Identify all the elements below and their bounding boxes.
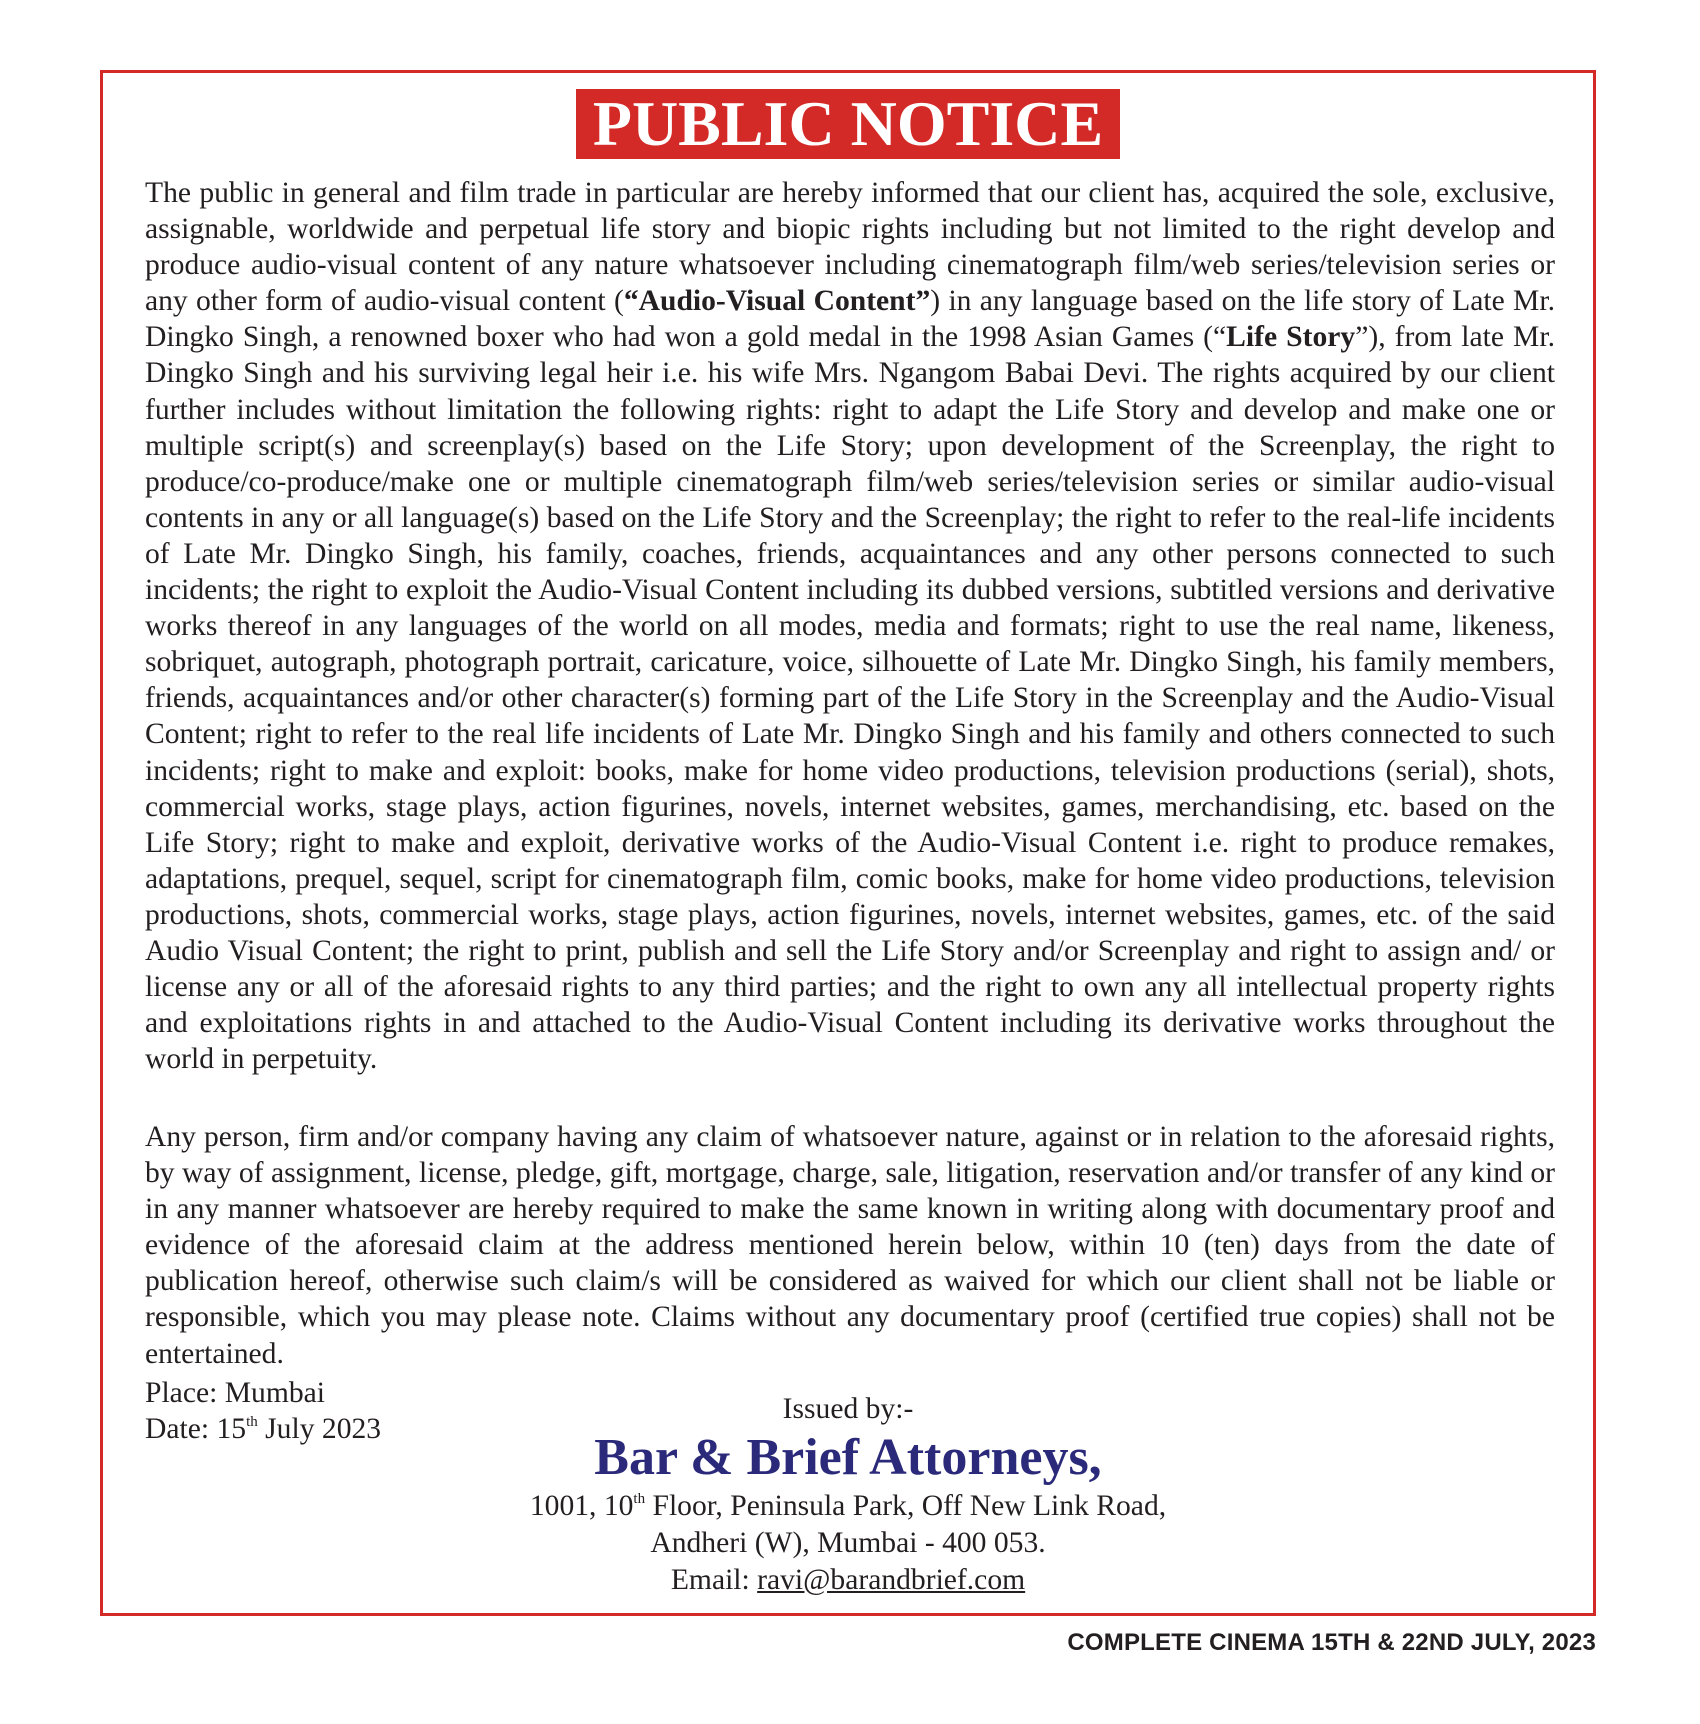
email-label: Email: bbox=[670, 1564, 758, 1596]
paragraph-intro: The public in general and film trade in particular are hereby informed that our client has, acquired the sole, exclusive, assignable, worldwide and perpetual life story and biopic rights including but not limited to the right develop and produce audio-visual content of any nature whatsoever including cinematograph film/web series/television series or any other form of audio-visual content ( bbox=[145, 177, 1555, 318]
email-link[interactable]: ravi@barandbrief.com bbox=[757, 1564, 1026, 1596]
address-line-1 bbox=[103, 1488, 1593, 1525]
email-line bbox=[103, 1562, 1593, 1599]
address-line-1-prefix: 1001, 10 bbox=[529, 1490, 634, 1522]
date-suffix: July 2023 bbox=[257, 1413, 382, 1445]
notice-paragraph-claims: Any person, firm and/or company having any claim of whatsoever nature, against or in relation to the aforesaid rights, by way of assignment, license, pledge, gift, mortgage, charge, sale, litigation, reservation and/or transfer of any kind or in any manner whatsoever are hereby required to make the same known in writing along with documentary proof and evidence of the aforesaid claim at the address mentioned herein below, within 10 (ten) days from the date of publication hereof, otherwise such claim/s will be considered as waived for which our client shall not be liable or responsible, which you may please note. Claims without any documentary proof (certified true copies) shall not be entertained. bbox=[145, 1121, 1555, 1370]
publication-footer: COMPLETE CINEMA 15TH & 22ND JULY, 2023 bbox=[1067, 1629, 1596, 1656]
date-sup: th bbox=[246, 1414, 258, 1430]
issuer-block bbox=[103, 1391, 1593, 1599]
address-line-1-sup: th bbox=[633, 1491, 646, 1507]
date-prefix: Date: 15 bbox=[145, 1413, 247, 1445]
notice-paragraph-rights bbox=[145, 175, 1555, 1077]
term-audio-visual-content: “Audio-Visual Content” bbox=[623, 285, 931, 318]
paragraph-mid: ) in any language based on the life story of Late Mr. Dingko Singh, a renowned boxer who had won a gold medal in the 1998 Asian Games (“ bbox=[145, 285, 1555, 354]
firm-name: Bar & Brief Attorneys, bbox=[594, 1429, 1102, 1486]
term-life-story: Life Story bbox=[1226, 321, 1356, 354]
issued-by-label: Issued by:- bbox=[782, 1393, 914, 1425]
notice-frame bbox=[100, 70, 1596, 1616]
place-line: Place: Mumbai bbox=[145, 1377, 325, 1409]
address-line-1-suffix: Floor, Peninsula Park, Off New Link Road, bbox=[645, 1490, 1167, 1522]
paragraph-rest: ”), from late Mr. Dingko Singh and his surviving legal heir i.e. his wife Mrs. Ngangom Babai Devi. The rights acquired by our client further includes without limitation the following rights: right to adapt the Life Story and develop and make one or multiple script(s) and screenplay(s) based on the Life Story; upon development of the Screenplay, the right to produce/co-produce/make one or multiple cinematograph film/web series/television series or similar audio-visual contents in any or all language(s) based on the Life Story and the Screenplay; the right to refer to the real-life incidents of Late Mr. Dingko Singh, his family, coaches, friends, acquaintances and any other persons connected to such incidents; the right to exploit the Audio-Visual Content including its dubbed versions, subtitled versions and derivative works thereof in any languages of the world on all modes, media and formats; right to use the real name, likeness, sobriquet, autograph, photograph portrait, caricature, voice, silhouette of Late Mr. Dingko Singh, his family members, friends, acquaintances and/or other character(s) forming part of the Life Story in the Screenplay and the Audio-Visual Content; right to refer to the real life incidents of Late Mr. Dingko Singh and his family and others connected to such incidents; right to make and exploit: books, make for home video productions, television productions (serial), shots, commercial works, stage plays, action figurines, novels, internet websites, games, merchandising, etc. based on the Life Story; right to make and exploit, derivative works of the Audio-Visual Content i.e. right to produce remakes, adaptations, prequel, sequel, script for cinematograph film, comic books, make for home video productions, television productions, shots, commercial works, stage plays, action figurines, novels, internet websites, games, etc. of the said Audio Visual Content; the right to print, publish and sell the Life Story and/or Screenplay and right to assign and/ or license any or all of the aforesaid rights to any third parties; and the right to own any all intellectual property rights and exploitations rights in and attached to the Audio-Visual Content including its derivative works throughout the world in perpetuity. bbox=[145, 321, 1555, 1076]
title-wrap bbox=[103, 89, 1593, 159]
notice-title: PUBLIC NOTICE bbox=[576, 89, 1120, 159]
address-line-2: Andheri (W), Mumbai - 400 053. bbox=[650, 1527, 1046, 1559]
